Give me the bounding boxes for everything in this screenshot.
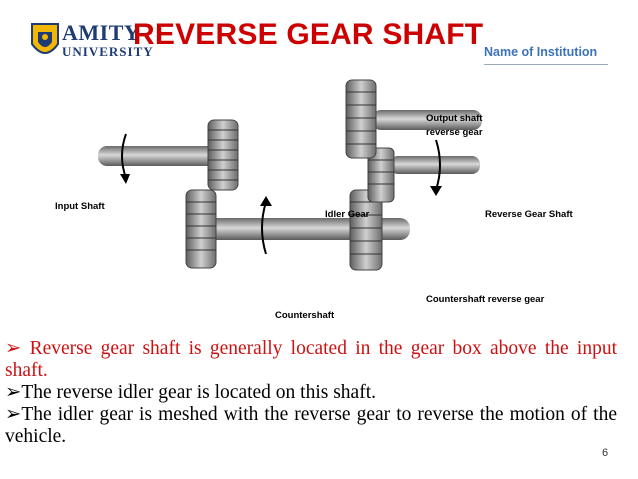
bullet-item: ➢The reverse idler gear is located on this shaft.: [5, 382, 376, 403]
bullet-item: ➢ Reverse gear shaft is generally located in the gear box above the input shaft.: [5, 338, 617, 381]
page-number: 6: [602, 447, 609, 459]
logo-emblem-icon: [28, 20, 62, 64]
label-countershaft-reverse-gear: Countershaft reverse gear: [426, 294, 545, 305]
label-reverse-gear: reverse gear: [426, 127, 483, 138]
label-countershaft: Countershaft: [275, 310, 335, 321]
page-title: REVERSE GEAR SHAFT: [133, 18, 484, 51]
output-reverse-gear: [346, 80, 376, 158]
label-input-shaft: Input Shaft: [55, 201, 105, 212]
reverse-gear-diagram: [90, 70, 570, 280]
label-reverse-gear-shaft: Reverse Gear Shaft: [485, 209, 573, 220]
logo-text-university: UNIVERSITY: [62, 44, 154, 59]
label-idler-gear: Idler Gear: [325, 209, 370, 220]
label-output-shaft: Output shaft: [426, 113, 483, 124]
bullet-item: ➢The idler gear is meshed with the reverse gear to reverse the motion of the vehicle.: [5, 404, 617, 447]
input-gear: [208, 120, 238, 190]
institution-name: Name of Institution: [484, 45, 598, 59]
bullet-list: [5, 338, 617, 448]
logo-text-amity: AMITY: [62, 20, 141, 45]
institution-divider: [484, 64, 608, 65]
countershaft-drive-gear: [186, 190, 216, 268]
reverse-gear-shaft: [390, 156, 480, 174]
input-shaft: [98, 146, 218, 166]
amity-logo: [28, 20, 154, 68]
